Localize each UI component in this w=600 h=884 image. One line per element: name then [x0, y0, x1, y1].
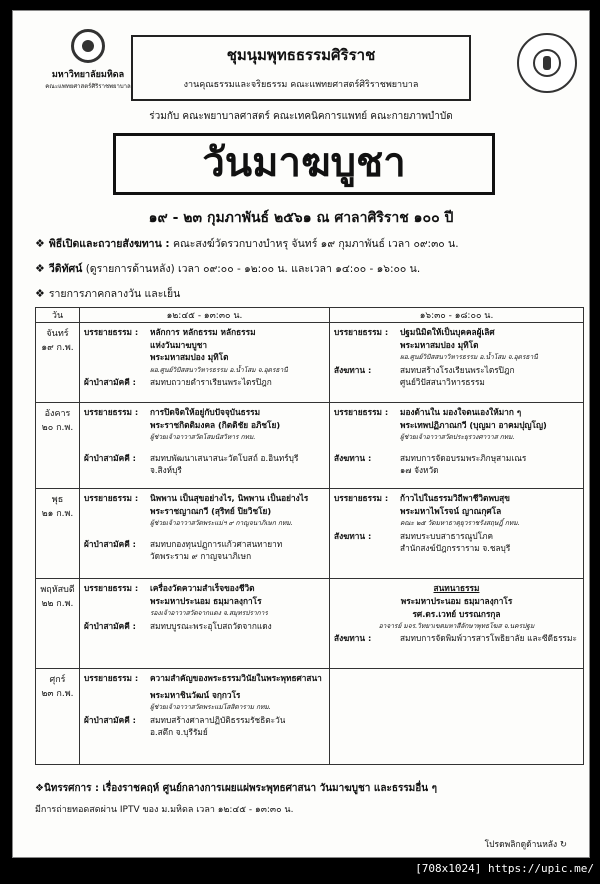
bullet-opening: ❖ พิธีเปิดและถวายสังฆทาน : คณะสงฆ์วัดรวกบางบำหรุ จันทร์ ๑๙ กุมภาพันธ์ เวลา ๐๙:๓๐ น. [35, 237, 459, 250]
organizer-box [131, 35, 471, 101]
table-row [36, 669, 584, 765]
poster-sheet [12, 10, 590, 858]
broadcast-line: มีการถ่ายทอดสดผ่าน IPTV ของ ม.มหิดล เวลา ๑๒:๔๕ - ๑๓:๓๐ น. [35, 805, 294, 815]
club-emblem-icon [517, 33, 577, 93]
table-header-row [36, 308, 584, 323]
day-cell: พุธ ๒๑ ก.พ. [36, 489, 80, 579]
noon-cell: บรรยายธรรม : ความสำคัญของพระธรรมวินัยในพระพุทธศาสนา พระมหาชินวัฒน์ จกฺกวโร ผู้ช่วยเจ้าอาวาสวัดพระแม่โสสิตาราม กทม. ผ้าป่าสามัคคี : สมทบสร้างศาลาปฏิบัติธรรมรัชธิตะวัน อ.สตึก จ.บุรีรัมย์ [80, 669, 330, 765]
logo-line-2: คณะแพทยศาสตร์ศิริราชพยาบาล [45, 83, 131, 90]
bullet-video: ❖ วีดิทัศน์ (ดูรายการด้านหลัง) เวลา ๐๙:๐๐ - ๑๒:๐๐ น. และเวลา ๑๔:๐๐ - ๑๖:๐๐ น. [35, 262, 421, 275]
diamond-bullet-icon: ❖ [35, 237, 45, 250]
table-row [36, 403, 584, 489]
exhibition-line: ❖นิทรรศการ : เรื่องราชคฤห์ ศูนย์กลางการเผยแผ่พระพุทธศาสนา วันมาฆบูชา และธรรมอื่น ๆ [35, 783, 437, 794]
university-seal-icon [71, 29, 105, 63]
eve-cell: สนทนาธรรม พระมหาประนอม ธมฺมาลงฺกาโร รศ.ดร.เวทย์ บรรณกรกุล อาจารย์ มจร.วิทยาเขตมหาสีลักษาพุทธโฆส จ.นครปฐม สังฆทาน : สมทบการจัดพิมพ์วารสารโพธิยาลัย และซีดีธรรมะ [330, 579, 584, 669]
noon-cell: บรรยายธรรม : เครื่องวัดความสำเร็จของชีวิต พระมหาประนอม ธมฺมาลงฺกาโร รองเจ้าอาวาสวัดจากแดง จ.สมุทรปราการ ผ้าป่าสามัคคี : สมทบบูรณะพระอุโบสถวัดจากแดง [80, 579, 330, 669]
footer [35, 781, 583, 816]
col-noon: ๑๒:๔๕ - ๑๓:๓๐ น. [80, 308, 330, 323]
col-eve: ๑๖:๓๐ - ๑๘:๐๐ น. [330, 308, 584, 323]
noon-cell: บรรยายธรรม : หลักการ หลักธรรม หลักธรรม แห่งวันมาฆบูชา พระมหาสมปอง มุทิโต ผอ.ศูนย์วิปัสสนาวิหารธรรม อ.น้ำโสม จ.อุดรธานี ผ้าป่าสามัคคี : สมทบถวายตำราเรียนพระไตรปิฎก [80, 323, 330, 403]
logo-line-1: มหาวิทยาลัยมหิดล [51, 70, 125, 80]
watermark: [708x1024] https://upic.me/ [415, 862, 594, 875]
dialogue-title: สนทนาธรรม [433, 583, 480, 593]
eve-cell: บรรยายธรรม : ก้าวไปในธรรมวิถีพาชีวิตพบสุข พระมหาไพโรจน์ ญาณกุศโล คณะ ๒๕ วัดมหาธาตุยุวราชรังสฤษฎิ์ กทม. สังฆทาน : สมทบระบบสาธารณูปโภค สำนักสงฆ์ปัฎกรราราม จ.ชลบุรี [330, 489, 584, 579]
bullet-schedule: ❖ รายการภาคกลางวัน และเย็น [35, 287, 181, 300]
page-title: วันมาฆบูชา [113, 133, 495, 195]
eve-cell-empty [330, 669, 584, 765]
event-date: ๑๙ - ๒๓ กุมภาพันธ์ ๒๕๖๑ ณ ศาลาศิริราช ๑๐๐ ปี [148, 210, 454, 226]
partners-line: ร่วมกับ คณะพยาบาลศาสตร์ คณะเทคนิคการแพทย์ คณะกายภาพบำบัด [149, 111, 453, 122]
bullet-list [35, 235, 575, 310]
organizer-sub: งานคุณธรรมและจริยธรรม คณะแพทยศาสตร์ศิริราชพยาบาล [183, 80, 419, 90]
noon-cell: บรรยายธรรม : การปิดจิตให้อยู่กับปัจจุบันธรรม พระราชกิตติมงคล (กิตติชัย อภิชโย) ผู้ช่วยเจ้าอาวาสวัดโสมนัสวิหาร กทม. ผ้าป่าสามัคคี : สมทบพัฒนาเสนาสนะวัดโบสถ์ อ.อินทร์บุรี จ.สิงห์บุรี [80, 403, 330, 489]
eve-cell: บรรยายธรรม : มองด้านใน มองใจตนเองให้มาก ๆ พระเทพปฏิภาณกวี (บุญมา อาคมปุญโญ) ผู้ช่วยเจ้าอาวาสวัดประยุรวงศาวาส กทม. สังฆทาน : สมทบการจัดอบรมพระภิกษุสามเณร ๑๗ จังหวัด [330, 403, 584, 489]
mahidol-logo [33, 29, 143, 91]
noon-cell: บรรยายธรรม : นิพพาน เป็นสุขอย่างไร, นิพพาน เป็นอย่างไร พระราชญาณกวี (สุริทย์ ปิยวิชโย) ผู้ช่วยเจ้าอาวาสวัดพระแม่ฯ ๙ กาญจนาภิเษก กทม. ผ้าป่าสามัคคี : สมทบกองทุนปฏูการแก้วศาสนทายาท วัดพระราม ๙ กาญจนาภิเษก [80, 489, 330, 579]
diamond-bullet-icon: ❖ [35, 262, 45, 275]
table-row [36, 579, 584, 669]
day-cell: ศุกร์ ๒๓ ก.พ. [36, 669, 80, 765]
day-cell: จันทร์ ๑๙ ก.พ. [36, 323, 80, 403]
diamond-bullet-icon: ❖ [35, 287, 45, 300]
eve-cell: บรรยายธรรม : ปฐมนิมิตให้เป็นบุคคลผู้เลิศ พระมหาสมปอง มุทิโต ผอ.ศูนย์วิปัสสนาวิหารธรรม อ.น้ำโสม จ.อุดรธานี สังฆทาน : สมทบสร้างโรงเรียนพระไตรปิฎก ศูนย์วิปัสสนาวิหารธรรม [330, 323, 584, 403]
col-day: วัน [36, 308, 80, 323]
turn-page-note: โปรดพลิกดูด้านหลัง ↻ [484, 840, 567, 850]
day-cell: อังคาร ๒๐ ก.พ. [36, 403, 80, 489]
table-row [36, 489, 584, 579]
diamond-bullet-icon: ❖ [35, 783, 44, 794]
day-cell: พฤหัสบดี ๒๒ ก.พ. [36, 579, 80, 669]
table-row [36, 323, 584, 403]
organizer-name: ชุมนุมพุทธธรรมศิริราช [226, 46, 376, 64]
schedule-table [35, 307, 584, 765]
